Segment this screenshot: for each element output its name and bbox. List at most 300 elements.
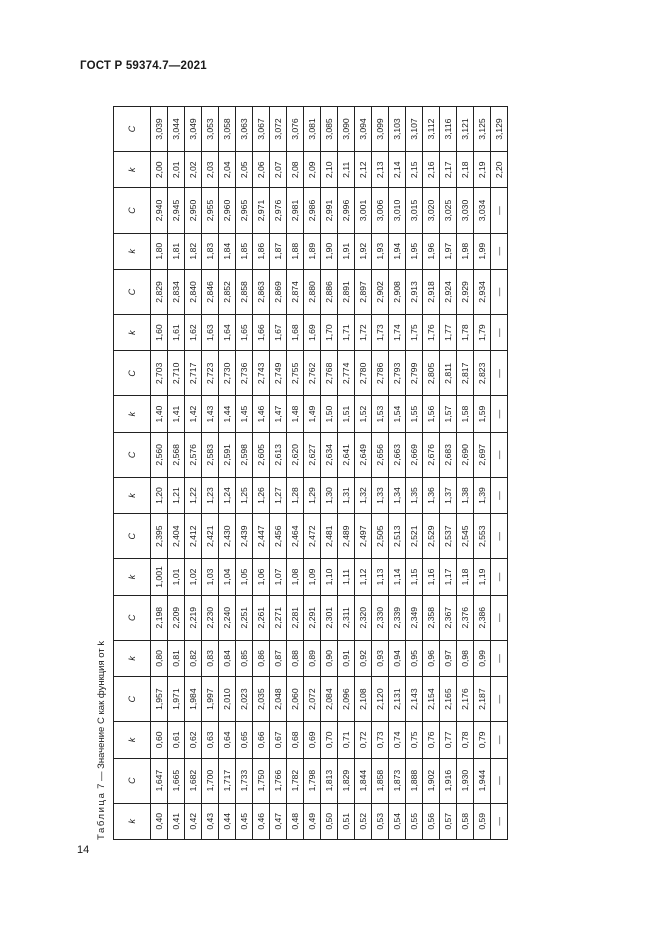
cell-c: 2,717 xyxy=(185,351,202,396)
cell-c: 2,291 xyxy=(304,595,321,640)
cell-k: 2,09 xyxy=(304,152,321,188)
cell-k: 2,04 xyxy=(219,152,236,188)
cell-k: 1,47 xyxy=(270,396,287,432)
cell-k: 1,70 xyxy=(321,314,338,350)
cell-c: 2,464 xyxy=(287,514,304,559)
cell-k: 1,29 xyxy=(304,477,321,513)
cell-c: 3,039 xyxy=(151,107,168,152)
cell-c: 1,717 xyxy=(219,758,236,803)
cell-c: 2,537 xyxy=(440,514,457,559)
cell-c: 2,497 xyxy=(355,514,372,559)
cell-c: 3,081 xyxy=(304,107,321,152)
table-row xyxy=(474,107,491,840)
cell-k: 1,85 xyxy=(236,233,253,269)
cell-k: 0,73 xyxy=(372,722,389,758)
cell-c: 3,076 xyxy=(287,107,304,152)
cell-c: 2,762 xyxy=(304,351,321,396)
cell-c: 3,063 xyxy=(236,107,253,152)
cell-k: 0,51 xyxy=(338,803,355,839)
table-row xyxy=(219,107,236,840)
cell-c: 2,676 xyxy=(423,432,440,477)
cell-c: 2,560 xyxy=(151,432,168,477)
cell-c: — xyxy=(491,758,508,803)
cell-k: 0,52 xyxy=(355,803,372,839)
cell-c: 2,846 xyxy=(202,269,219,314)
cell-c: 2,918 xyxy=(423,269,440,314)
cell-k: 0,91 xyxy=(338,640,355,676)
table-row xyxy=(406,107,423,840)
values-table xyxy=(113,106,508,840)
cell-c: 2,529 xyxy=(423,514,440,559)
cell-k: 1,24 xyxy=(219,477,236,513)
cell-c: 2,421 xyxy=(202,514,219,559)
cell-k: 1,72 xyxy=(355,314,372,350)
cell-k: 1,36 xyxy=(423,477,440,513)
cell-c: 2,690 xyxy=(457,432,474,477)
cell-k: 1,25 xyxy=(236,477,253,513)
cell-k: 1,19 xyxy=(474,559,491,595)
cell-k: 2,18 xyxy=(457,152,474,188)
cell-c: 1,665 xyxy=(168,758,185,803)
cell-k: 0,84 xyxy=(219,640,236,676)
cell-k: 1,89 xyxy=(304,233,321,269)
cell-c: 2,320 xyxy=(355,595,372,640)
cell-c: 2,120 xyxy=(372,677,389,722)
cell-c: 2,940 xyxy=(151,188,168,233)
cell-c: 2,513 xyxy=(389,514,406,559)
cell-c: 2,897 xyxy=(355,269,372,314)
cell-c: 2,439 xyxy=(236,514,253,559)
cell-k: 1,55 xyxy=(406,396,423,432)
cell-k: 2,17 xyxy=(440,152,457,188)
cell-k: 2,07 xyxy=(270,152,287,188)
cell-c: 3,072 xyxy=(270,107,287,152)
cell-c: 3,030 xyxy=(457,188,474,233)
cell-c: 2,521 xyxy=(406,514,423,559)
cell-c: 2,010 xyxy=(219,677,236,722)
cell-k: 2,01 xyxy=(168,152,185,188)
cell-c: 2,472 xyxy=(304,514,321,559)
cell-c: 2,271 xyxy=(270,595,287,640)
cell-k: 1,67 xyxy=(270,314,287,350)
cell-k: 0,48 xyxy=(287,803,304,839)
cell-k: 1,54 xyxy=(389,396,406,432)
cell-k: 0,47 xyxy=(270,803,287,839)
cell-c: 2,683 xyxy=(440,432,457,477)
cell-k: 1,35 xyxy=(406,477,423,513)
cell-c: 3,001 xyxy=(355,188,372,233)
cell-k: 1,63 xyxy=(202,314,219,350)
cell-k: 1,84 xyxy=(219,233,236,269)
cell-c: 2,886 xyxy=(321,269,338,314)
cell-k: 0,46 xyxy=(253,803,270,839)
table-row xyxy=(440,107,457,840)
cell-c: 2,219 xyxy=(185,595,202,640)
cell-c: 2,981 xyxy=(287,188,304,233)
cell-k: 1,02 xyxy=(185,559,202,595)
cell-k: 2,14 xyxy=(389,152,406,188)
cell-c: 3,058 xyxy=(219,107,236,152)
cell-c: 2,805 xyxy=(423,351,440,396)
cell-c: 2,710 xyxy=(168,351,185,396)
cell-k: 2,19 xyxy=(474,152,491,188)
cell-c: 2,663 xyxy=(389,432,406,477)
cell-c: — xyxy=(491,677,508,722)
column-header-c: C xyxy=(114,107,151,152)
cell-c: 2,084 xyxy=(321,677,338,722)
cell-k: 1,83 xyxy=(202,233,219,269)
cell-k: — xyxy=(491,559,508,595)
cell-k: 0,75 xyxy=(406,722,423,758)
cell-k: 1,23 xyxy=(202,477,219,513)
cell-c: 1,782 xyxy=(287,758,304,803)
cell-c: 2,339 xyxy=(389,595,406,640)
cell-k: 0,54 xyxy=(389,803,406,839)
cell-k: 1,90 xyxy=(321,233,338,269)
cell-c: 2,048 xyxy=(270,677,287,722)
cell-c: — xyxy=(491,351,508,396)
cell-k: 1,04 xyxy=(219,559,236,595)
cell-c: 2,395 xyxy=(151,514,168,559)
cell-c: 3,010 xyxy=(389,188,406,233)
cell-c: 2,261 xyxy=(253,595,270,640)
table-row xyxy=(321,107,338,840)
page-number: 14 xyxy=(77,844,90,856)
cell-k: 1,96 xyxy=(423,233,440,269)
cell-k: 1,56 xyxy=(423,396,440,432)
cell-c: 1,930 xyxy=(457,758,474,803)
cell-k: 1,34 xyxy=(389,477,406,513)
cell-c: 2,649 xyxy=(355,432,372,477)
cell-k: — xyxy=(491,314,508,350)
cell-k: 1,81 xyxy=(168,233,185,269)
cell-c: 2,143 xyxy=(406,677,423,722)
cell-c: 2,096 xyxy=(338,677,355,722)
cell-c: 2,230 xyxy=(202,595,219,640)
cell-c: 2,367 xyxy=(440,595,457,640)
cell-c: 2,976 xyxy=(270,188,287,233)
cell-k: 1,48 xyxy=(287,396,304,432)
cell-c: 2,447 xyxy=(253,514,270,559)
cell-c: 2,023 xyxy=(236,677,253,722)
cell-c: 2,656 xyxy=(372,432,389,477)
cell-k: 0,50 xyxy=(321,803,338,839)
cell-k: 1,05 xyxy=(236,559,253,595)
cell-c: 2,358 xyxy=(423,595,440,640)
cell-c: 2,154 xyxy=(423,677,440,722)
cell-c: 1,944 xyxy=(474,758,491,803)
cell-k: 1,50 xyxy=(321,396,338,432)
cell-c: 3,121 xyxy=(457,107,474,152)
cell-k: 0,59 xyxy=(474,803,491,839)
cell-c: 3,053 xyxy=(202,107,219,152)
cell-k: 1,75 xyxy=(406,314,423,350)
cell-k: — xyxy=(491,640,508,676)
cell-c: 1,813 xyxy=(321,758,338,803)
table-row xyxy=(423,107,440,840)
cell-k: 1,32 xyxy=(355,477,372,513)
table-row xyxy=(304,107,321,840)
cell-c: 2,430 xyxy=(219,514,236,559)
cell-c: 2,823 xyxy=(474,351,491,396)
cell-k: 0,61 xyxy=(168,722,185,758)
column-header-k: k xyxy=(114,396,151,432)
column-header-k: k xyxy=(114,722,151,758)
cell-c: 2,723 xyxy=(202,351,219,396)
cell-c: 2,489 xyxy=(338,514,355,559)
cell-c: 1,798 xyxy=(304,758,321,803)
cell-k: 1,07 xyxy=(270,559,287,595)
cell-k: 1,95 xyxy=(406,233,423,269)
cell-c: 3,103 xyxy=(389,107,406,152)
cell-c: 2,251 xyxy=(236,595,253,640)
cell-k: 1,49 xyxy=(304,396,321,432)
table-row xyxy=(270,107,287,840)
cell-c: 2,209 xyxy=(168,595,185,640)
column-header-k: k xyxy=(114,477,151,513)
cell-k: 0,71 xyxy=(338,722,355,758)
cell-k: 0,43 xyxy=(202,803,219,839)
column-header-c: C xyxy=(114,188,151,233)
cell-k: 1,51 xyxy=(338,396,355,432)
cell-c: 2,545 xyxy=(457,514,474,559)
cell-c: 2,281 xyxy=(287,595,304,640)
cell-c: 3,125 xyxy=(474,107,491,152)
cell-c: 2,991 xyxy=(321,188,338,233)
cell-c: 2,697 xyxy=(474,432,491,477)
cell-c: 3,107 xyxy=(406,107,423,152)
cell-c: 2,108 xyxy=(355,677,372,722)
table-caption-number: 7 xyxy=(96,783,107,789)
cell-c: 1,984 xyxy=(185,677,202,722)
cell-k: 1,13 xyxy=(372,559,389,595)
cell-k: 1,15 xyxy=(406,559,423,595)
cell-k: 1,22 xyxy=(185,477,202,513)
cell-k: 1,74 xyxy=(389,314,406,350)
cell-k: 1,73 xyxy=(372,314,389,350)
cell-c: — xyxy=(491,269,508,314)
cell-c: 2,703 xyxy=(151,351,168,396)
cell-c: 2,929 xyxy=(457,269,474,314)
cell-k: 0,98 xyxy=(457,640,474,676)
cell-c: 3,034 xyxy=(474,188,491,233)
cell-k: 0,49 xyxy=(304,803,321,839)
cell-k: 1,09 xyxy=(304,559,321,595)
cell-k: 2,16 xyxy=(423,152,440,188)
cell-c: 2,060 xyxy=(287,677,304,722)
cell-k: 2,05 xyxy=(236,152,253,188)
cell-k: 0,67 xyxy=(270,722,287,758)
cell-k: 1,66 xyxy=(253,314,270,350)
cell-c: 2,874 xyxy=(287,269,304,314)
cell-k: 1,76 xyxy=(423,314,440,350)
cell-c: 2,971 xyxy=(253,188,270,233)
cell-k: 1,03 xyxy=(202,559,219,595)
cell-k: 0,77 xyxy=(440,722,457,758)
cell-c: 2,131 xyxy=(389,677,406,722)
cell-k: 1,08 xyxy=(287,559,304,595)
column-header-c: C xyxy=(114,269,151,314)
cell-k: 1,88 xyxy=(287,233,304,269)
cell-k: 0,90 xyxy=(321,640,338,676)
table-header-row xyxy=(114,107,151,840)
cell-c: 2,755 xyxy=(287,351,304,396)
cell-c: 2,945 xyxy=(168,188,185,233)
cell-c: — xyxy=(491,188,508,233)
cell-c: 1,829 xyxy=(338,758,355,803)
cell-k: 1,65 xyxy=(236,314,253,350)
cell-c: 2,481 xyxy=(321,514,338,559)
cell-k: 0,83 xyxy=(202,640,219,676)
cell-k: 1,41 xyxy=(168,396,185,432)
cell-c: 2,965 xyxy=(236,188,253,233)
cell-c: 1,888 xyxy=(406,758,423,803)
cell-k: 0,79 xyxy=(474,722,491,758)
cell-c: 2,669 xyxy=(406,432,423,477)
cell-c: 2,780 xyxy=(355,351,372,396)
cell-c: 2,793 xyxy=(389,351,406,396)
cell-c: — xyxy=(491,595,508,640)
cell-c: 2,620 xyxy=(287,432,304,477)
document-header: ГОСТ Р 59374.7—2021 xyxy=(80,60,207,72)
cell-k: 0,62 xyxy=(185,722,202,758)
cell-k: 1,57 xyxy=(440,396,457,432)
cell-k: 1,64 xyxy=(219,314,236,350)
cell-k: 0,58 xyxy=(457,803,474,839)
cell-k: — xyxy=(491,396,508,432)
cell-c: 3,044 xyxy=(168,107,185,152)
cell-k: 1,42 xyxy=(185,396,202,432)
cell-c: 2,817 xyxy=(457,351,474,396)
cell-c: 2,799 xyxy=(406,351,423,396)
cell-c: 1,647 xyxy=(151,758,168,803)
cell-k: 1,10 xyxy=(321,559,338,595)
column-header-c: C xyxy=(114,595,151,640)
cell-c: 2,198 xyxy=(151,595,168,640)
cell-k: 1,39 xyxy=(474,477,491,513)
cell-c: 1,700 xyxy=(202,758,219,803)
cell-c: 3,025 xyxy=(440,188,457,233)
cell-c: 2,908 xyxy=(389,269,406,314)
cell-c: 2,035 xyxy=(253,677,270,722)
cell-k: 0,92 xyxy=(355,640,372,676)
cell-k: 0,64 xyxy=(219,722,236,758)
cell-k: 0,82 xyxy=(185,640,202,676)
cell-c: 1,858 xyxy=(372,758,389,803)
cell-c: 2,591 xyxy=(219,432,236,477)
cell-c: 3,085 xyxy=(321,107,338,152)
cell-c: 2,072 xyxy=(304,677,321,722)
cell-k: 2,10 xyxy=(321,152,338,188)
cell-c: 3,129 xyxy=(491,107,508,152)
cell-k: 0,72 xyxy=(355,722,372,758)
cell-k: 1,78 xyxy=(457,314,474,350)
cell-c: 3,020 xyxy=(423,188,440,233)
cell-c: 2,330 xyxy=(372,595,389,640)
cell-c: — xyxy=(491,432,508,477)
table-caption-text: — Значение C как функция от k xyxy=(96,640,107,781)
cell-k: 1,45 xyxy=(236,396,253,432)
column-header-c: C xyxy=(114,677,151,722)
cell-k: 0,80 xyxy=(151,640,168,676)
cell-k: 1,06 xyxy=(253,559,270,595)
cell-k: 0,94 xyxy=(389,640,406,676)
cell-c: 2,240 xyxy=(219,595,236,640)
cell-c: 1,682 xyxy=(185,758,202,803)
cell-k: 1,61 xyxy=(168,314,185,350)
cell-c: 2,950 xyxy=(185,188,202,233)
cell-k: 1,26 xyxy=(253,477,270,513)
column-header-k: k xyxy=(114,233,151,269)
cell-c: 2,749 xyxy=(270,351,287,396)
cell-c: 3,116 xyxy=(440,107,457,152)
table-row xyxy=(338,107,355,840)
cell-k: 0,41 xyxy=(168,803,185,839)
cell-c: 2,349 xyxy=(406,595,423,640)
cell-k: 1,43 xyxy=(202,396,219,432)
cell-k: 2,00 xyxy=(151,152,168,188)
cell-k: 1,30 xyxy=(321,477,338,513)
cell-c: 2,774 xyxy=(338,351,355,396)
cell-c: 2,456 xyxy=(270,514,287,559)
cell-c: 2,934 xyxy=(474,269,491,314)
cell-k: 1,98 xyxy=(457,233,474,269)
cell-c: 2,187 xyxy=(474,677,491,722)
cell-k: 0,63 xyxy=(202,722,219,758)
cell-c: 1,844 xyxy=(355,758,372,803)
cell-k: 2,03 xyxy=(202,152,219,188)
cell-k: 0,68 xyxy=(287,722,304,758)
cell-k: 0,40 xyxy=(151,803,168,839)
cell-k: 2,13 xyxy=(372,152,389,188)
cell-c: 2,834 xyxy=(168,269,185,314)
cell-k: 1,79 xyxy=(474,314,491,350)
cell-k: 0,88 xyxy=(287,640,304,676)
cell-k: — xyxy=(491,233,508,269)
cell-k: 0,78 xyxy=(457,722,474,758)
cell-k: 1,93 xyxy=(372,233,389,269)
cell-k: 1,87 xyxy=(270,233,287,269)
cell-k: — xyxy=(491,477,508,513)
cell-k: 0,44 xyxy=(219,803,236,839)
cell-k: 0,65 xyxy=(236,722,253,758)
table-row xyxy=(168,107,185,840)
cell-c: 2,505 xyxy=(372,514,389,559)
cell-c: 2,553 xyxy=(474,514,491,559)
cell-k: 1,20 xyxy=(151,477,168,513)
cell-k: 1,21 xyxy=(168,477,185,513)
cell-c: 2,743 xyxy=(253,351,270,396)
cell-k: 1,12 xyxy=(355,559,372,595)
cell-k: 1,40 xyxy=(151,396,168,432)
table-row xyxy=(151,107,168,840)
cell-k: 0,60 xyxy=(151,722,168,758)
cell-c: 2,376 xyxy=(457,595,474,640)
cell-k: 1,17 xyxy=(440,559,457,595)
cell-k: 1,82 xyxy=(185,233,202,269)
cell-k: 0,89 xyxy=(304,640,321,676)
cell-k: 0,74 xyxy=(389,722,406,758)
cell-c: 2,568 xyxy=(168,432,185,477)
column-header-k: k xyxy=(114,152,151,188)
cell-k: 2,08 xyxy=(287,152,304,188)
column-header-c: C xyxy=(114,432,151,477)
cell-k: 0,85 xyxy=(236,640,253,676)
cell-k: 1,14 xyxy=(389,559,406,595)
cell-k: 1,62 xyxy=(185,314,202,350)
cell-k: 1,44 xyxy=(219,396,236,432)
column-header-c: C xyxy=(114,758,151,803)
